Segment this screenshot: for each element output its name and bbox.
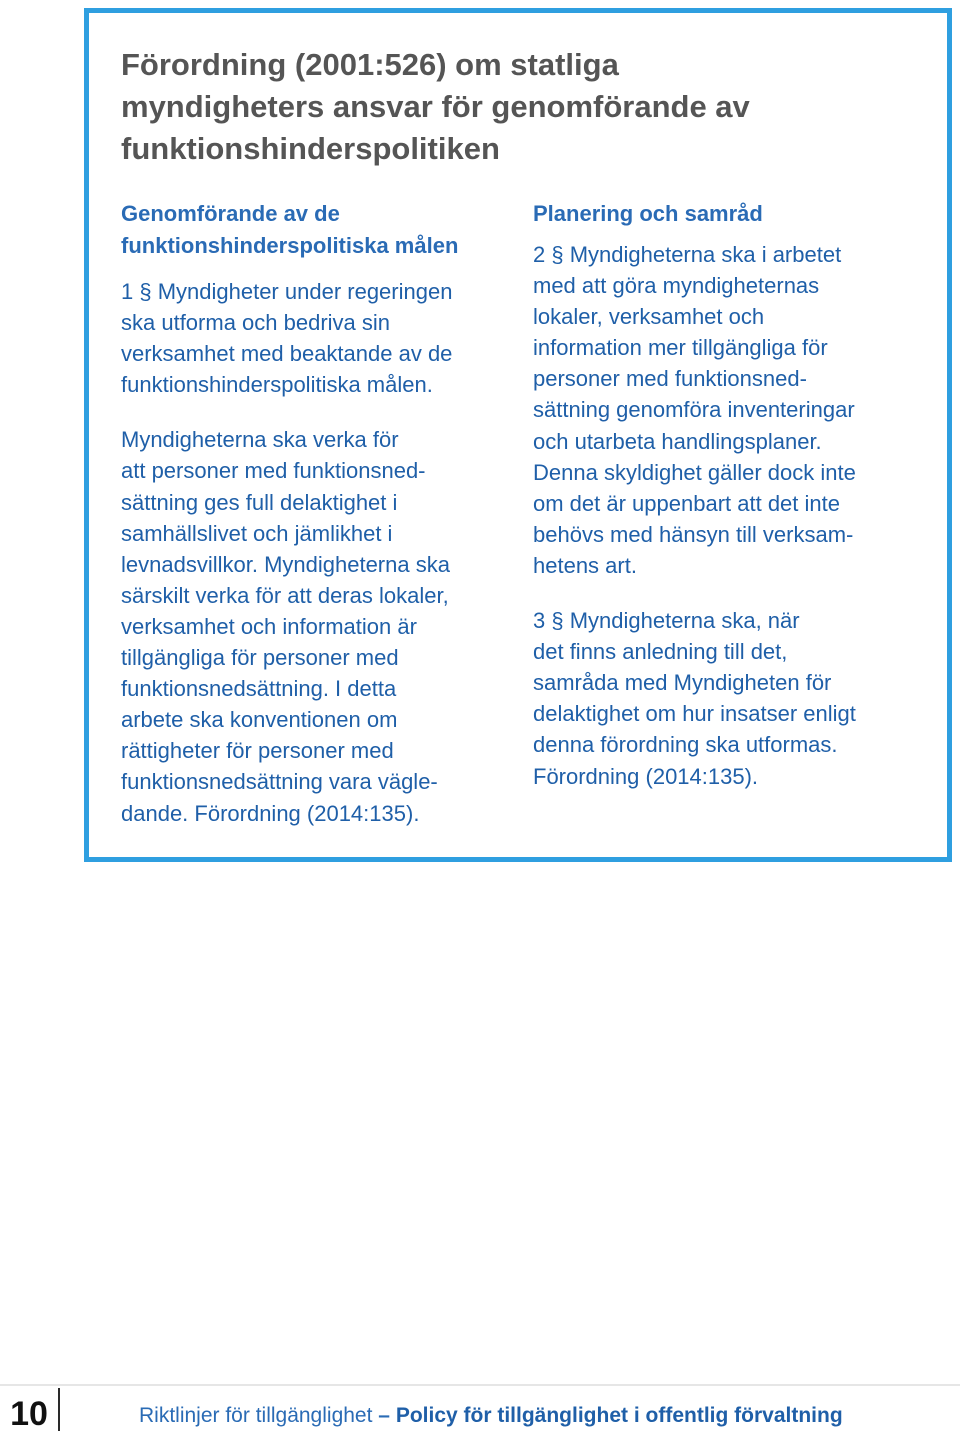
left-column [121,198,516,853]
text-line: information mer tillgängliga för [533,335,828,361]
text-line: ska utforma och bedriva sin [121,310,391,336]
footer-vertical-rule [58,1388,60,1431]
text-line: sättning genomföra inventeringar [533,397,855,423]
text-line: funktionshinderspolitiska målen. [121,372,433,398]
heading-line: funktionshinderspolitiska målen [121,233,459,258]
page-number: 10 [10,1395,48,1433]
document-title [121,44,881,170]
text-line: samråda med Myndigheten för [533,670,832,696]
text-line: delaktighet om hur insatser enligt [533,701,856,727]
text-line: och utarbeta handlingsplaner. [533,428,822,454]
paragraph-section-3 [533,605,928,792]
text-line: behövs med hänsyn till verksam- [533,521,854,547]
text-line: verksamhet och information är [121,613,417,639]
text-line: Myndigheterna ska verka för [121,427,399,453]
right-column [533,198,928,816]
text-line: levnadsvillkor. Myndigheterna ska [121,551,450,577]
text-line: sättning ges full delaktighet i [121,489,398,515]
text-line: Denna skyldighet gäller dock inte [533,459,856,485]
text-line: 2 § Myndigheterna ska i arbetet [533,242,842,267]
text-line: Förordning (2014:135). [533,763,759,789]
title-line: myndigheters ansvar för genomförande av [121,89,750,124]
paragraph-section-2 [533,239,928,581]
footer-divider [0,1384,960,1386]
text-line: 3 § Myndigheterna ska, när [533,608,800,634]
text-line: funktionsnedsättning. I detta [121,676,397,702]
heading-line: Genomförande av de [121,201,340,226]
text-line: om det är uppenbart att det inte [533,490,840,516]
text-line: att personer med funktionsned- [121,458,426,484]
title-line: funktionshinderspolitiken [121,131,500,166]
text-line: det finns anledning till det, [533,639,788,665]
text-line: 1 § Myndigheter under regeringen [121,279,453,304]
text-line: med att göra myndigheternas [533,273,820,299]
running-footer [139,1403,843,1429]
text-line: denna förordning ska utformas. [533,732,838,758]
text-line: arbete ska konventionen om [121,707,398,733]
text-line: särskilt verka för att deras lokaler, [121,582,449,608]
paragraph-section-1 [121,276,516,400]
title-line: Förordning (2001:526) om statliga [121,47,619,82]
footer-separator: – [378,1404,390,1427]
text-line: funktionsnedsättning vara vägle- [121,769,438,795]
text-line: samhällslivet och jämlikhet i [121,520,393,546]
text-line: verksamhet med beaktande av de [121,341,453,367]
text-line: rättigheter för personer med [121,738,394,764]
text-line: lokaler, verksamhet och [533,304,765,330]
section-heading-genomforande [121,198,516,262]
footer-policy-title: Policy för tillgänglighet i offentlig förvaltning [395,1404,843,1427]
text-line: tillgängliga för personer med [121,645,399,671]
heading-line: Planering och samråd [533,201,763,226]
text-line: personer med funktionsned- [533,366,807,392]
paragraph-section-1-continued [121,424,516,828]
footer-publication: Riktlinjer för tillgänglighet [139,1404,373,1427]
section-heading-planering [533,198,928,230]
text-line: dande. Förordning (2014:135). [121,800,420,826]
text-line: hetens art. [533,552,637,578]
